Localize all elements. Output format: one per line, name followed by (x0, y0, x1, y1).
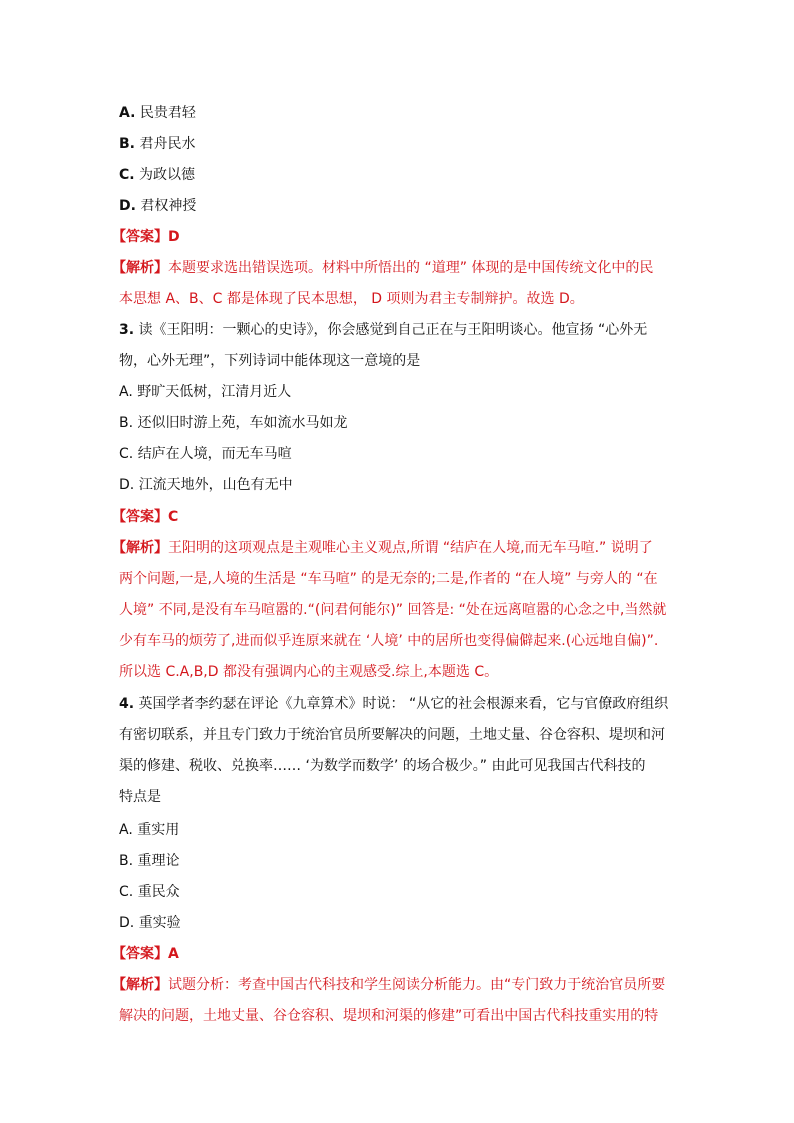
option-text: 重实验 (138, 915, 181, 931)
q4-analysis-line-2: 解决的问题，土地丈量、谷仓容积、堤坝和河渠的修建”可看出中国古代科技重实用的特 (119, 1008, 659, 1024)
option-label: B. (119, 853, 134, 869)
answer-value: A (168, 946, 179, 962)
q3-option-c (119, 444, 292, 464)
option-text: 还似旧时游上苑，车如流水马如龙 (137, 415, 348, 431)
q3-option-b (119, 413, 348, 433)
q4-stem-line-2: 有密切联系，并且专门致力于统治官员所要解决的问题，土地丈量、谷仓容积、堤坝和河 (119, 727, 665, 743)
analysis-text: 试题分析：考查中国古代科技和学生阅读分析能力。由“专门致力于统治官员所要 (168, 977, 666, 993)
analysis-tag: 【解析】 (112, 977, 168, 993)
option-label: A. (119, 822, 133, 838)
option-label: C. (119, 884, 134, 900)
stem-text: 读《王阳明：一颗心的史诗》，你会感觉到自己正在与王阳明谈心。他宣扬 “心外无 (138, 322, 648, 338)
q4-analysis-line-1 (112, 975, 665, 995)
stem-text: 英国学者李约瑟在评论《九章算术》时说： “从它的社会根源来看，它与官僚政府组织 (138, 696, 669, 712)
answer-tag: 【答案】 (112, 229, 168, 245)
option-label: C. (119, 446, 134, 462)
q3-analysis-line-1 (112, 538, 653, 558)
q2-option-b (119, 134, 195, 154)
option-label: A. (119, 384, 133, 400)
option-text: 民贵君轻 (139, 105, 196, 121)
answer-value: C (168, 509, 179, 525)
option-label: D. (119, 477, 135, 493)
answer-tag: 【答案】 (112, 946, 168, 962)
answer-value: D (168, 229, 180, 245)
q2-option-a (119, 103, 196, 123)
q3-option-d (119, 475, 293, 495)
option-label: C. (119, 167, 135, 183)
q3-answer (112, 507, 178, 527)
option-text: 君权神授 (140, 198, 197, 214)
q3-stem-line-2: 物，心外无理”，下列诗词中能体现这一意境的是 (119, 353, 421, 369)
q2-answer (112, 227, 180, 247)
option-text: 野旷天低树，江清月近人 (137, 384, 292, 400)
option-text: 重民众 (137, 884, 180, 900)
q4-option-c (119, 882, 180, 902)
q2-option-c (119, 165, 195, 185)
q2-analysis-line-1 (112, 258, 653, 278)
option-text: 为政以德 (139, 167, 196, 183)
q4-stem-line-4: 特点是 (119, 789, 161, 805)
q2-analysis-line-2: 本思想 A、B、C 都是体现了民本思想， D 项则为君主专制辩护。故选 D。 (119, 291, 584, 307)
q2-option-d (119, 196, 196, 216)
q3-stem-line-1 (119, 320, 647, 340)
option-text: 重理论 (137, 853, 180, 869)
q3-analysis-line-4: 少有车马的烦劳了,进而似乎连原来就在 ‘人境’ 中的居所也变得偏僻起来.(心远地自偏)”. (119, 633, 659, 649)
option-label: D. (119, 198, 136, 214)
option-text: 重实用 (137, 822, 180, 838)
answer-tag: 【答案】 (112, 509, 168, 525)
analysis-text: 王阳明的这项观点是主观唯心主义观点,所谓 “结庐在人境,而无车马喧.” 说明了 (168, 540, 653, 556)
q3-option-a (119, 382, 291, 402)
option-text: 江流天地外，山色有无中 (138, 477, 293, 493)
option-text: 结庐在人境，而无车马喧 (137, 446, 292, 462)
q3-analysis-line-5: 所以选 C.A,B,D 都没有强调内心的主观感受.综上,本题选 C。 (119, 664, 499, 680)
option-label: D. (119, 915, 135, 931)
q3-analysis-line-2: 两个问题,一是,人境的生活是 “车马喧” 的是无奈的;二是,作者的 “在人境” 与旁人的 “在 (119, 571, 658, 587)
q4-stem-line-3: 渠的修建、税收、兑换率…… ‘为数学而数学’ 的场合极少。” 由此可见我国古代科技的 (119, 758, 646, 774)
analysis-tag: 【解析】 (112, 540, 168, 556)
q4-stem-line-1 (119, 694, 668, 714)
question-number: 4. (119, 696, 135, 712)
q3-analysis-line-3: 人境” 不同,是没有车马喧嚣的.“(问君何能尔)” 回答是: “处在远离喧嚣的心念之中,当然就 (119, 602, 667, 618)
q4-option-d (119, 913, 181, 933)
option-label: B. (119, 415, 134, 431)
q4-answer (112, 944, 179, 964)
analysis-text: 本题要求选出错误选项。材料中所悟出的 “道理” 体现的是中国传统文化中的民 (168, 260, 654, 276)
option-label: B. (119, 136, 135, 152)
question-number: 3. (119, 322, 135, 338)
option-label: A. (119, 105, 136, 121)
analysis-tag: 【解析】 (112, 260, 168, 276)
option-text: 君舟民水 (139, 136, 196, 152)
q4-option-a (119, 820, 179, 840)
q4-option-b (119, 851, 180, 871)
